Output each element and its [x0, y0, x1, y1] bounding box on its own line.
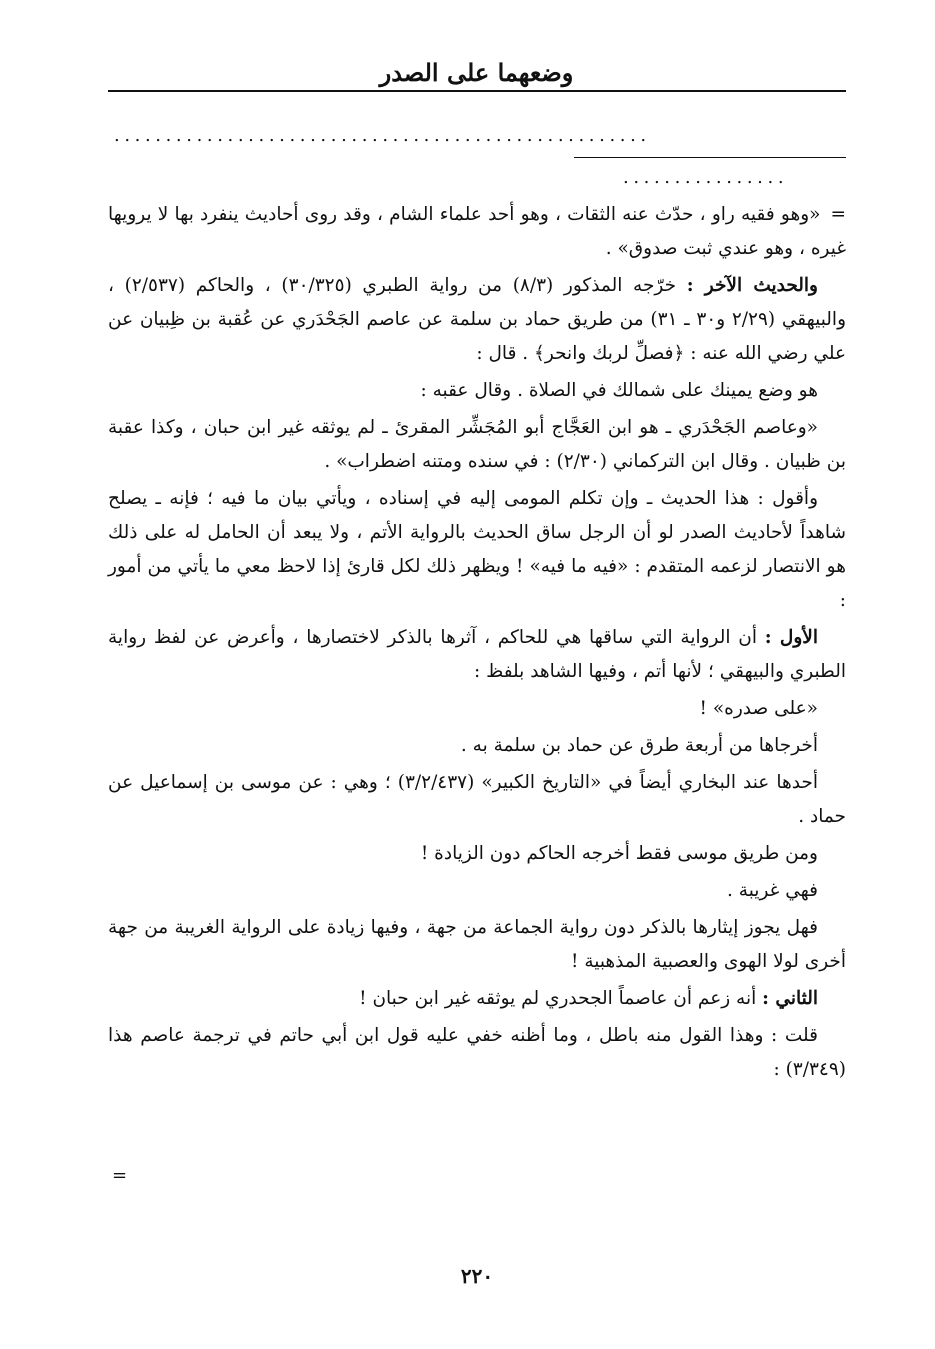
paragraph-text: «وعاصم الجَحْدَري ـ هو ابن العَجَّاج أبو المُجَشِّر المقرئ ـ لم يوثقه غير ابن حبان ، وكذا عقبة بن ظبيان . وقال ابن التركماني (٢/٣٠) : في سنده ومتنه اضطراب» .: [108, 417, 846, 472]
paragraph-1: [108, 269, 846, 371]
continuation-mark-end: =: [112, 1165, 128, 1186]
paragraph-text: أخرجاها من أربعة طرق عن حماد بن سلمة به .: [460, 735, 818, 756]
footnote-rule: [574, 157, 846, 158]
paragraph-text: خرّجه المذكور (٨/٣) من رواية الطبري (٣٠/٣٢٥) ، والحاكم (٢/٥٣٧) ، والبيهقي (٢/٢٩ و٣٠ ـ ٣١) من طريق حماد بن سلمة عن عاصم الجَحْدَري عن عُقبة بن ظِبيان عن علي رضي الله عنه : ﴿فصلِّ لربك وانحر﴾ . قال :: [108, 275, 847, 364]
paragraph-lead: الأول :: [764, 627, 818, 648]
running-header-title: وضعهما على الصدر: [379, 58, 574, 87]
paragraph-13: [108, 1019, 846, 1087]
paragraph-8: [108, 766, 846, 834]
paragraph-text: فهل يجوز إيثارها بالذكر دون رواية الجماعة من جهة ، وفيها زيادة على الرواية الغريبة من جهة أخرى لولا الهوى والعصبية المذهبية !: [108, 917, 846, 972]
paragraph-lead: الثاني :: [762, 988, 818, 1009]
paragraph-lead: والحديث الآخر :: [686, 275, 818, 296]
paragraph-text: أحدها عند البخاري أيضاً في «التاريخ الكبير» (٣/٢/٤٣٧) ؛ وهي : عن موسى بن إسماعيل عن حماد .: [108, 772, 846, 827]
paragraph-6: [108, 692, 846, 726]
main-text: [108, 198, 846, 1090]
paragraph-7: [108, 729, 846, 763]
paragraph-text: فهي غريبة .: [727, 880, 818, 901]
dotted-separator-footnote: ................: [623, 170, 789, 186]
paragraph-text: ومن طريق موسى فقط أخرجه الحاكم دون الزيادة !: [420, 843, 818, 864]
paragraph-text: «على صدره» !: [699, 698, 818, 719]
paragraph-3: [108, 411, 846, 479]
paragraph-11: [108, 911, 846, 979]
paragraph-5: [108, 621, 846, 689]
paragraph-text: «وهو فقيه راو ، حدّث عنه الثقات ، وهو أحد علماء الشام ، وقد روى أحاديث ينفرد بها لا يرويها غيره ، وهو عندي ثبت صدوق» .: [108, 204, 846, 259]
paragraph-0: [108, 198, 846, 266]
paragraph-9: [108, 837, 846, 871]
paragraph-text: هو وضع يمينك على شمالك في الصلاة . وقال عقبه :: [420, 380, 818, 401]
paragraph-text: أن الرواية التي ساقها هي للحاكم ، آثرها بالذكر لاختصارها ، وأعرض عن لفظ رواية الطبري والبيهقي ؛ لأنها أتم ، وفيها الشاهد بلفظ :: [108, 627, 846, 682]
header-rule: [108, 90, 846, 92]
paragraph-4: [108, 482, 846, 618]
paragraph-text: أنه زعم أن عاصماً الجحدري لم يوثقه غير ابن حبان !: [359, 988, 757, 1009]
dotted-separator-top: ....................................................: [114, 128, 651, 144]
paragraph-10: [108, 874, 846, 908]
paragraph-text: قلت : وهذا القول منه باطل ، وما أظنه خفي عليه قول ابن أبي حاتم في ترجمة عاصم هذا (٣/٣٤٩) :: [108, 1025, 846, 1080]
continuation-mark-start: =: [830, 204, 846, 225]
paragraph-12: [108, 982, 846, 1016]
paragraph-2: [108, 374, 846, 408]
paragraph-text: وأقول : هذا الحديث ـ وإن تكلم المومى إليه في إسناده ، ويأتي بيان ما فيه ؛ فإنه ـ يصلح شاهداً لأحاديث الصدر لو أن الرجل ساق الحديث بالرواية الأتم ، ولا يبعد أن الحامل له على ذلك هو الانتصار لزعمه المتقدم : «فيه ما فيه» ! ويظهر ذلك لكل قارئ إذا لاحظ معي ما يأتي من أمور :: [108, 488, 846, 611]
page-number: ٢٢٠: [460, 1264, 494, 1288]
